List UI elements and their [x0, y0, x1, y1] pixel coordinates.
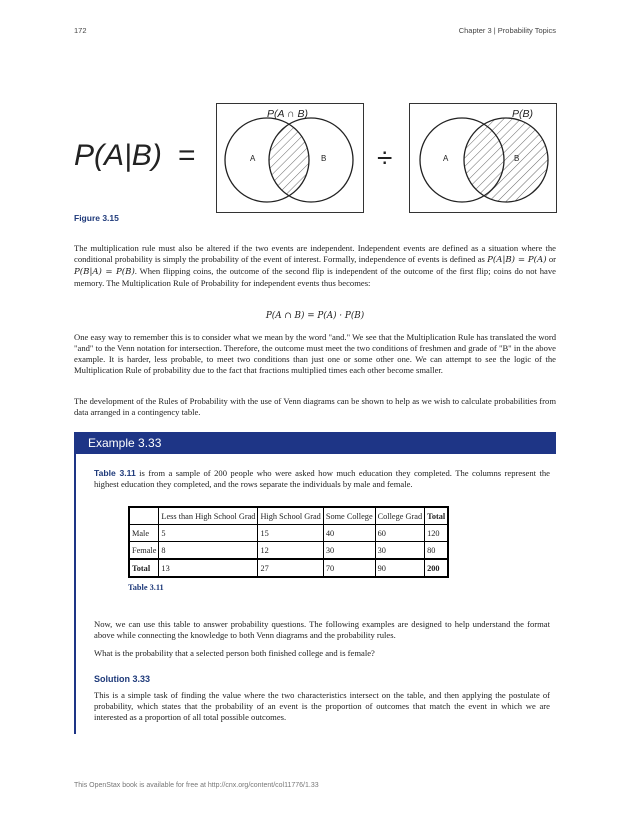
paragraph-development: The development of the Rules of Probability with the use of Venn diagrams can be shown to help as we wish to calculate probabilities from data arranged in a contingency table.	[74, 396, 556, 418]
table-caption: Table 3.11	[128, 583, 164, 592]
left-circle-a-label: A	[250, 154, 256, 163]
table-cell: Male	[129, 525, 159, 542]
table-cell: 15	[258, 525, 323, 542]
p1-text-b: . When flipping coins, the outcome of the second flip is independent of the outcome of the first flip; coins do not have memory. The Multiplication Rule of Probability for independent events thus becomes:	[74, 266, 556, 289]
table-cell: 200	[425, 559, 449, 577]
figure-caption: Figure 3.15	[74, 213, 119, 223]
formula-lhs: P(A|B)	[74, 139, 162, 172]
table-header-cell: Total	[425, 507, 449, 525]
example-intro	[94, 468, 550, 490]
table-header-cell: Some College	[323, 507, 375, 525]
table-cell: 27	[258, 559, 323, 577]
example-intro-text: is from a sample of 200 people who were asked how much education they completed. The columns represent the highest education they completed, and the rows separate the individuals by male and female.	[94, 468, 550, 490]
p1-eq2: P(B|A) = P(B)	[74, 267, 135, 278]
chapter-title: Chapter 3 | Probability Topics	[458, 26, 556, 35]
divide-sign: ÷	[377, 142, 393, 173]
education-table	[128, 506, 449, 578]
p1-eq1: P(A|B) = P(A)	[487, 255, 547, 266]
table-cell: 30	[375, 542, 424, 560]
venn-b-diagram	[409, 103, 557, 213]
venn-intersection-diagram	[216, 103, 364, 213]
table-cell: 13	[159, 559, 258, 577]
table-cell: 80	[425, 542, 449, 560]
table-cell: 12	[258, 542, 323, 560]
table-cell: 90	[375, 559, 424, 577]
table-row	[129, 525, 448, 542]
solution-title: Solution 3.33	[94, 674, 151, 684]
table-row	[129, 542, 448, 560]
table-cell: 70	[323, 559, 375, 577]
example-left-rule	[74, 454, 76, 734]
table-cell: 8	[159, 542, 258, 560]
table-row-total	[129, 559, 448, 577]
page-number: 172	[74, 26, 87, 35]
p1-or: or	[548, 254, 557, 265]
table-cell: Total	[129, 559, 159, 577]
table-header-cell: Less than High School Grad	[159, 507, 258, 525]
table-header-cell	[129, 507, 159, 525]
table-cell: Female	[129, 542, 159, 560]
footer-note: This OpenStax book is available for free at http://cnx.org/content/col11776/1.33	[74, 782, 319, 789]
table-cell: 60	[375, 525, 424, 542]
solution-text: This is a simple task of finding the value where the two characteristics intersect on the table, and then applying the postulate of probability, which states that the probability of an event is the proportion of outcomes that match the event in which we are interested as a proportion of all total possible outcomes.	[94, 690, 550, 723]
table-cell: 30	[323, 542, 375, 560]
table-cell: 40	[323, 525, 375, 542]
example-after-table: Now, we can use this table to answer probability questions. The following examples are designed to help understand the format above while connecting the knowledge to both Venn diagrams and the probability rules.	[94, 619, 550, 641]
left-venn-title: P(A ∩ B)	[267, 108, 308, 120]
example-header-bar	[74, 432, 556, 454]
table-cell: 5	[159, 525, 258, 542]
table-reference-link[interactable]: Table 3.11	[94, 468, 136, 478]
right-circle-a-label: A	[443, 154, 449, 163]
table-cell: 120	[425, 525, 449, 542]
paragraph-and: One easy way to remember this is to consider what we mean by the word "and." We see that the Multiplication Rule has translated the word "and" to the Venn notation for intersection. Therefore, the outcome must meet the two conditions of freshmen and grade of "B" in the above example. It is harder, less probable, to meet two conditions than just one or some other one. We can attempt to see the logic of the Multiplication Rule of probability due to the fact that fractions multiplied times each other become smaller.	[74, 332, 556, 376]
formula-equals: =	[178, 139, 196, 172]
table-header-cell: College Grad	[375, 507, 424, 525]
table-header-cell: High School Grad	[258, 507, 323, 525]
example-title: Example 3.33	[88, 436, 162, 450]
table-header-row	[129, 507, 448, 525]
example-question: What is the probability that a selected person both finished college and is female?	[94, 648, 375, 658]
right-venn-title: P(B)	[512, 108, 533, 120]
left-circle-b-label: B	[321, 154, 327, 163]
right-circle-b-label: B	[514, 154, 520, 163]
display-equation: P(A ∩ B) = P(A) · P(B)	[265, 311, 365, 321]
p1-text-a: The multiplication rule must also be altered if the two events are independent. Independent events are defined as a situation where the conditional probability is simply the probability of the event of interest. Formally, independence of events is defined as	[74, 243, 556, 265]
paragraph-independence	[74, 243, 556, 289]
